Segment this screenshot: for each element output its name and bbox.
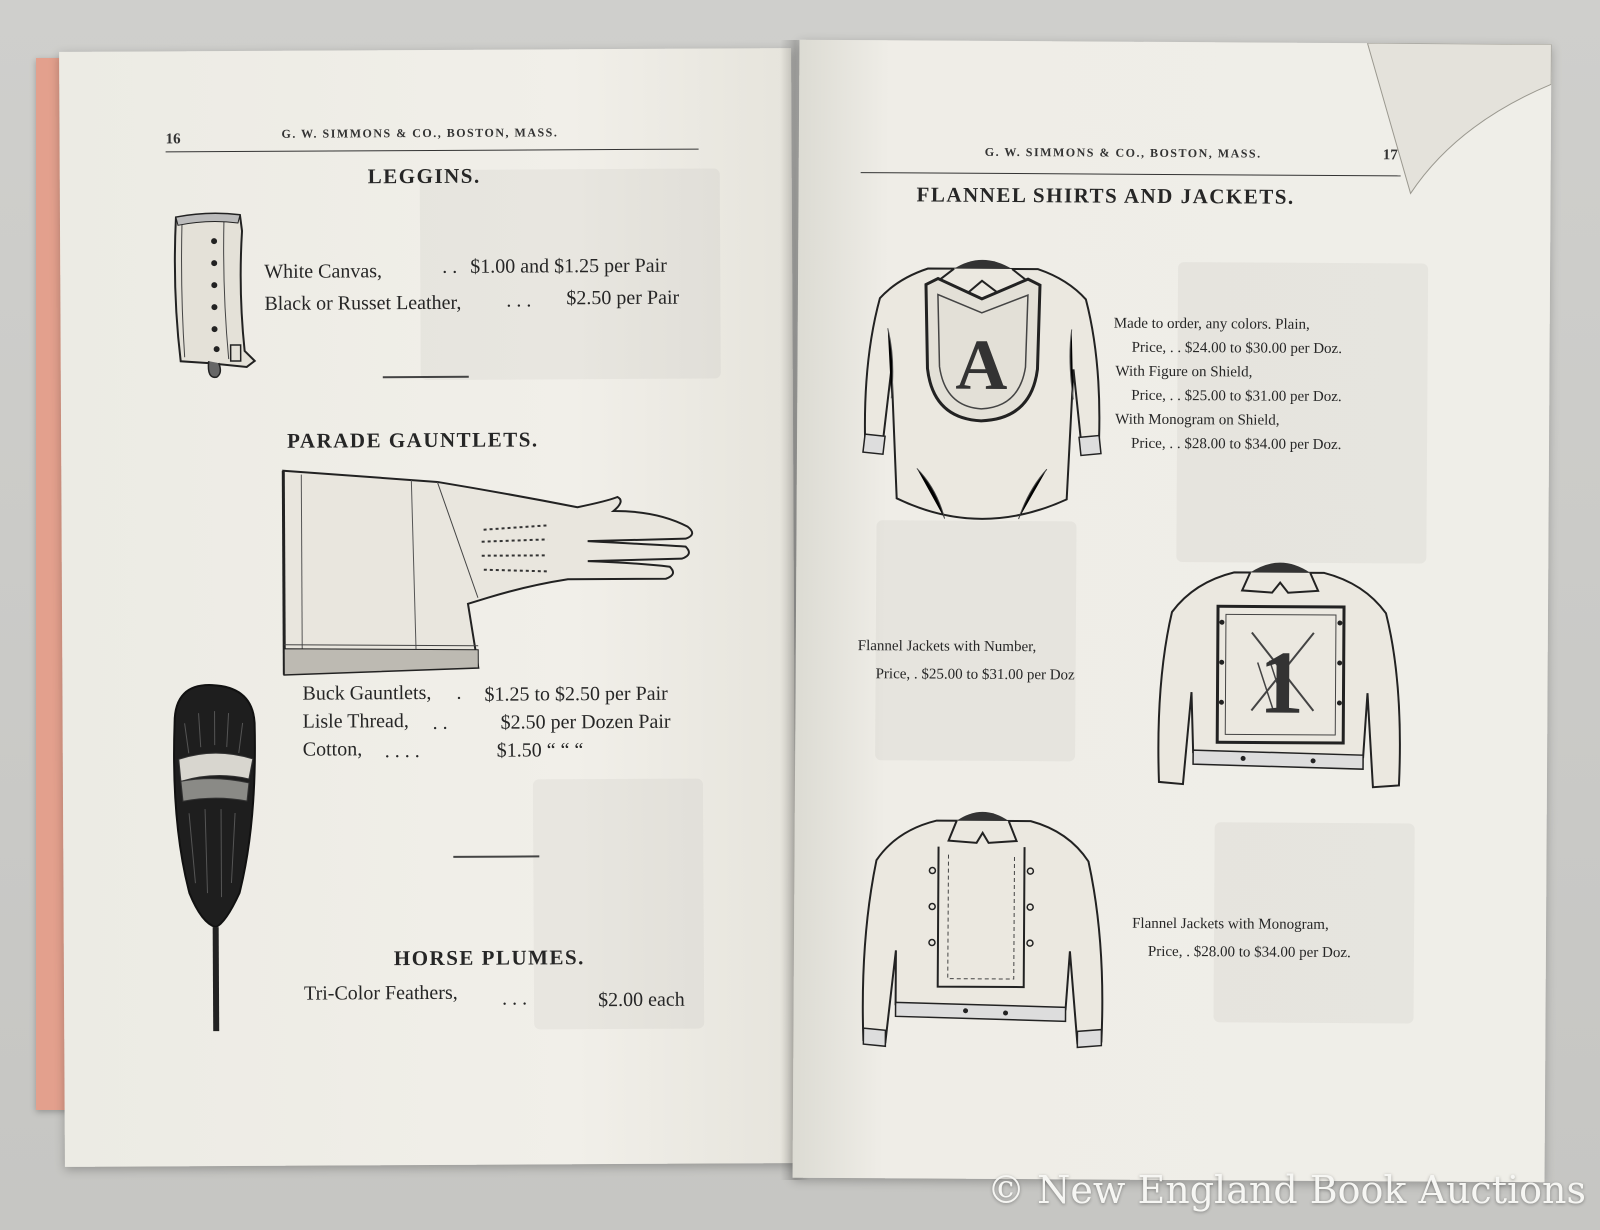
leggins-item-price: $1.00 and $1.25 per Pair xyxy=(470,254,667,278)
running-head: G. W. SIMMONS & CO., BOSTON, MASS. xyxy=(984,144,1262,161)
shirts-text-line: Price, . . $28.00 to $34.00 per Doz. xyxy=(1130,435,1342,454)
flannel-shirt-shield-illustration xyxy=(856,228,1108,540)
jacket-monogram-text-line: Price, . $28.00 to $34.00 per Doz. xyxy=(1147,943,1351,962)
shirts-text-line: With Figure on Shield, xyxy=(1115,363,1253,381)
dog-eared-corner xyxy=(1366,43,1551,204)
gauntlets-item-name: Lisle Thread, xyxy=(302,710,409,733)
leggins-heading: LEGGINS. xyxy=(367,163,481,189)
leggin-illustration xyxy=(168,211,259,379)
header-rule xyxy=(861,172,1401,176)
flannel-heading: FLANNEL SHIRTS AND JACKETS. xyxy=(916,182,1295,209)
gauntlet-illustration xyxy=(277,467,698,679)
shirts-text-line: Made to order, any colors. Plain, xyxy=(1113,315,1310,333)
running-head: G. W. SIMMONS & CO., BOSTON, MASS. xyxy=(281,125,559,141)
plumes-item-price: $2.00 each xyxy=(598,988,685,1012)
plumes-item-dots: . . . xyxy=(501,987,528,1010)
shirts-text-line: Price, . . $24.00 to $30.00 per Doz. xyxy=(1131,339,1343,358)
jacket-number-text-line: Flannel Jackets with Number, xyxy=(857,638,1037,656)
header-rule xyxy=(166,149,699,153)
gauntlets-item-dots: . . . . xyxy=(384,740,420,763)
auction-watermark: © New England Book Auctions xyxy=(987,1168,1586,1212)
jacket-number-text-line: Price, . $25.00 to $31.00 per Doz xyxy=(875,666,1075,684)
jacket-figure-number: 1 xyxy=(1258,633,1305,733)
flannel-jacket-monogram-illustration xyxy=(855,790,1117,1062)
gauntlets-item-dots: . xyxy=(456,681,462,704)
gauntlets-heading: PARADE GAUNTLETS. xyxy=(287,427,539,453)
gauntlets-item-price: $2.50 per Dozen Pair xyxy=(500,710,671,734)
shirts-text-line: Price, . . $25.00 to $31.00 per Doz. xyxy=(1131,387,1342,406)
leggins-item-name: Black or Russet Leather, xyxy=(264,291,462,315)
leggins-item-dots: . . xyxy=(442,255,458,278)
flannel-jacket-number-illustration xyxy=(1153,542,1405,814)
section-divider xyxy=(453,855,539,857)
leggins-item-dots: . . . xyxy=(506,289,532,312)
jacket-monogram-text-line: Flannel Jackets with Monogram, xyxy=(1132,915,1329,933)
right-page xyxy=(793,40,1552,1183)
page-number: 17 xyxy=(1382,147,1398,164)
gauntlets-item-price: $1.50 “ “ “ xyxy=(496,739,584,762)
leggins-item-name: White Canvas, xyxy=(264,260,383,283)
shield-letter: A xyxy=(955,324,1008,405)
page-number: 16 xyxy=(165,131,181,148)
plumes-heading: HORSE PLUMES. xyxy=(393,945,585,971)
gauntlets-item-price: $1.25 to $2.50 per Pair xyxy=(484,682,668,706)
plumes-item-name: Tri-Color Feathers, xyxy=(303,981,458,1005)
gauntlets-item-name: Buck Gauntlets, xyxy=(302,681,432,705)
leggins-item-price: $2.50 per Pair xyxy=(566,286,680,310)
horse-plume-illustration xyxy=(164,683,266,1034)
shirts-text-line: With Monogram on Shield, xyxy=(1115,411,1280,429)
left-page xyxy=(59,48,797,1167)
gauntlets-item-name: Cotton, xyxy=(302,738,363,761)
gauntlets-item-dots: . . xyxy=(432,711,448,734)
